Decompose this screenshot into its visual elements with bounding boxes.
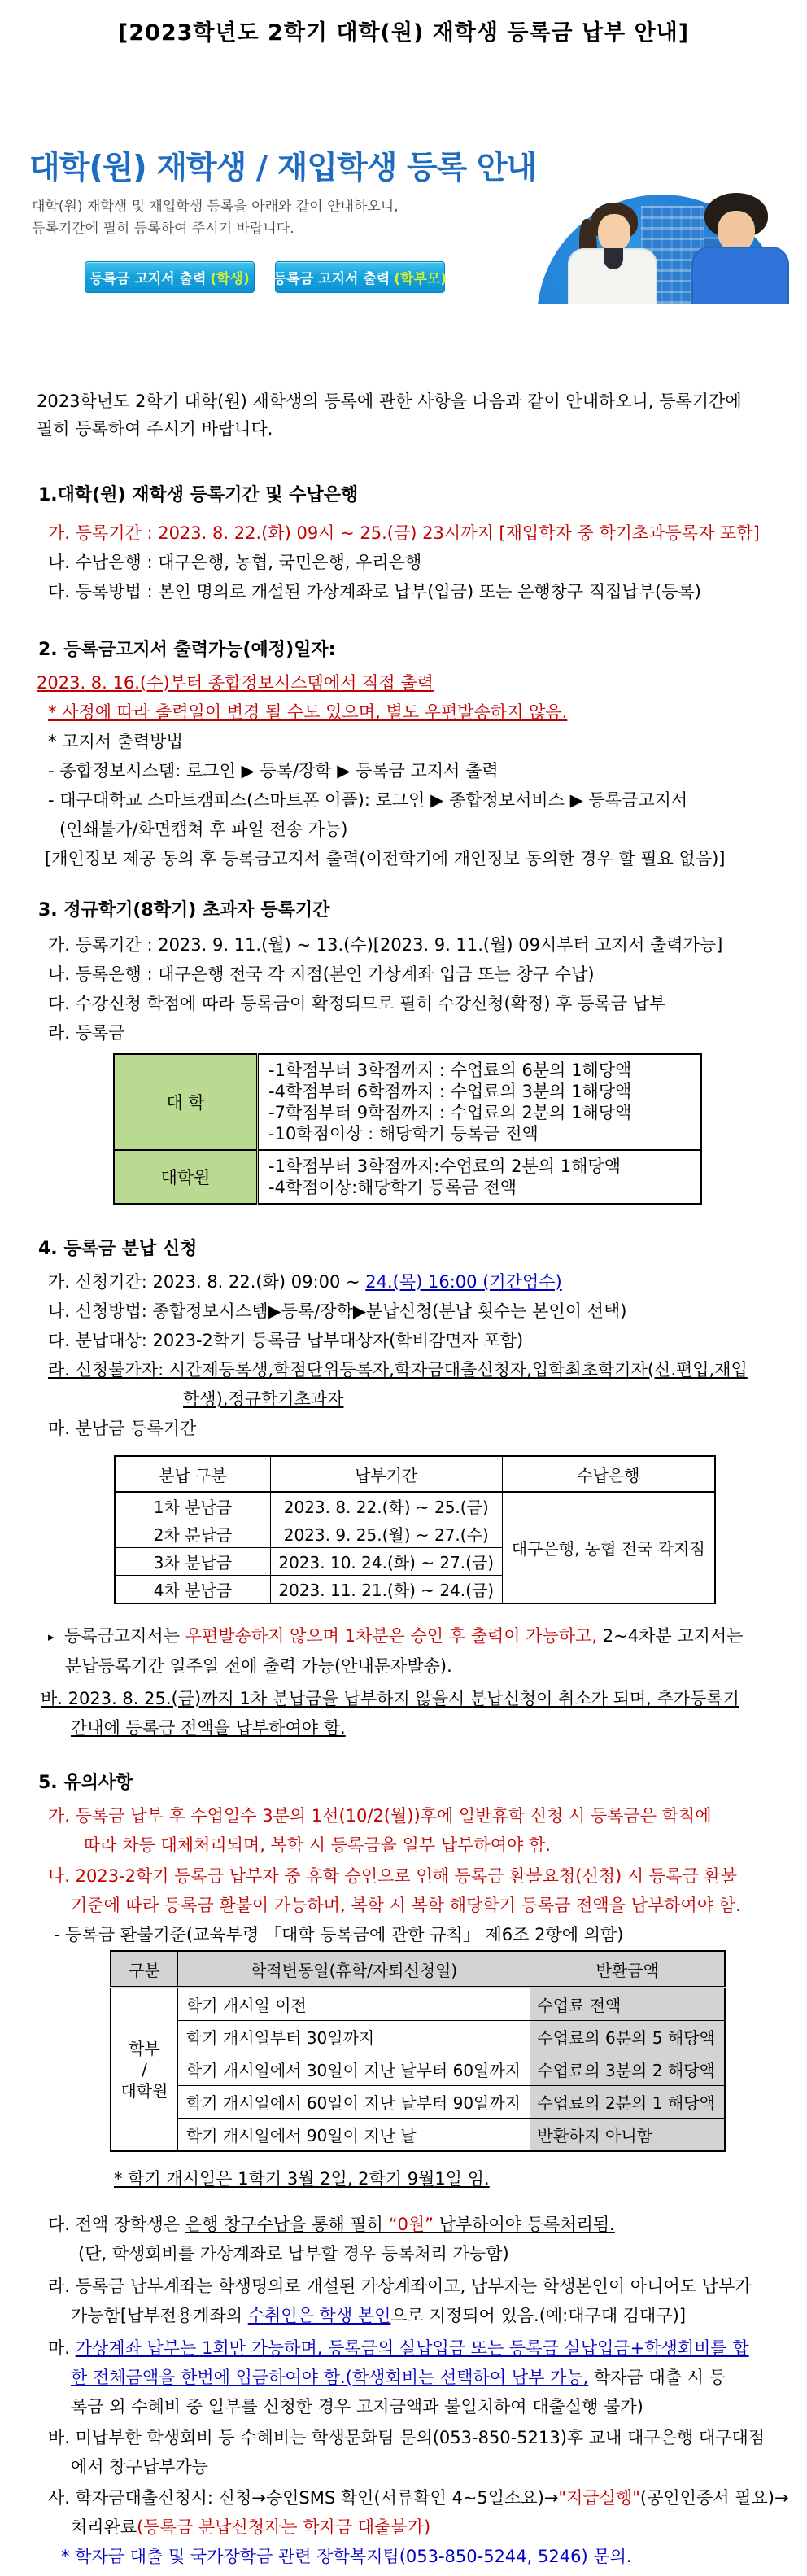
section4-item-ra-line2: 학생),정규학기초과자 (183, 1389, 344, 1409)
section2-method-web: - 종합정보시스템: 로그인 ▶ 등록/장학 ▶ 등록금 고지서 출력 (48, 761, 499, 781)
section5-sa-post: (공인인증서 필요)→ (639, 2488, 789, 2508)
tuition-univ-line3: -7학점부터 9학점까지 : 수업료의 2분의 1해당액 (268, 1103, 632, 1122)
section4-item-ma: 마. 분납금 등록기간 (48, 1419, 197, 1438)
installment-bank-cell: 대구은행, 농협 전국 각지점 (502, 1492, 715, 1603)
triangle-bullet-icon: ▸ (48, 1629, 55, 1644)
installment-header-period: 납부기간 (270, 1456, 502, 1492)
refund-table (110, 1950, 726, 2152)
installment-4-label: 4차 분납금 (115, 1576, 270, 1604)
tuition-univ-line2: -4학점부터 6학점까지 : 수업료의 3분의 1해당액 (268, 1082, 632, 1101)
section4-ga-deadline: 24.(목) 16:00 (기간엄수) (365, 1272, 562, 1292)
print-bill-parent-tag: (학부모) (394, 271, 447, 287)
tuition-grad-line1: -1학점부터 3학점까지:수업료의 2분의 1해당액 (268, 1157, 621, 1176)
section5-ma-blue2: 한 전체금액을 한번에 입금하여야 함.(학생회비는 선택하여 납부 가능, (71, 2368, 589, 2387)
section5-da-u2: 납부하여야 등록처리됨. (433, 2215, 615, 2234)
student-photo-girl-collar (604, 248, 623, 269)
print-bill-student-button[interactable] (85, 261, 255, 293)
table-row (111, 1988, 725, 2021)
section5-sa-line1 (0, 2484, 807, 2512)
table-header-row (111, 1951, 725, 1988)
refund-group-line3: 대학원 (120, 2080, 168, 2101)
banner-headline: 대학(원) 재학생 / 재입학생 등록 안내 (29, 150, 537, 186)
tuition-table-label-univ: 대 학 (114, 1054, 258, 1150)
section5-ma-blue1: 가상계좌 납부는 1회만 가능하며, 등록금의 실납입금 또는 등록금 실납입금+학생회비를 합 (75, 2338, 749, 2358)
section5-da-line1 (0, 2211, 807, 2238)
installment-note-pre: 등록금고지서는 (64, 1626, 185, 1646)
tuition-table-univ-cell (258, 1054, 702, 1150)
table-row (114, 1054, 701, 1150)
refund-header-event: 학적변동일(휴학/자퇴신청일) (177, 1951, 530, 1988)
section1-heading: 1.대학(원) 재학생 등록기간 및 수납은행 (38, 485, 359, 505)
section2-method-title: * 고지서 출력방법 (48, 732, 183, 751)
refund-row3-amount: 수업료의 3분의 2 해당액 (530, 2053, 725, 2086)
section5-ra-payee: 수취인은 학생 본인 (247, 2306, 391, 2325)
installment-2-label: 2차 분납금 (115, 1520, 270, 1548)
section3-item-na: 나. 등록은행 : 대구은행 전국 각 지점(본인 가상계좌 입금 또는 창구 수납) (48, 964, 595, 984)
refund-row4-event: 학기 개시일에서 60일이 지난 날부터 90일까지 (177, 2086, 530, 2119)
section1-item-da: 다. 등록방법 : 본인 명의로 개설된 가상계좌로 납부(입금) 또는 은행창구 직접납부(등록) (48, 582, 701, 601)
installment-1-period: 2023. 8. 22.(화) ~ 25.(금) (270, 1492, 502, 1520)
section5-da-u1: 은행 창구수납을 통해 필히 (185, 2215, 389, 2234)
section5-da-line2: (단, 학생회비를 가상계좌로 납부할 경우 등록처리 가능함) (78, 2244, 509, 2263)
refund-row2-amount: 수업료의 6분의 5 해당액 (530, 2021, 725, 2053)
section5-sa-complete: 처리완료 (71, 2517, 137, 2537)
section5-ba-line2: 에서 창구납부가능 (71, 2457, 208, 2477)
installment-header-bank: 수납은행 (502, 1456, 715, 1492)
section5-ma-prefix: 마. (48, 2338, 76, 2358)
student-photo-girl-face (598, 214, 630, 251)
installment-3-label: 3차 분납금 (115, 1548, 270, 1576)
banner-subtext (32, 196, 399, 240)
intro-paragraph (0, 387, 807, 443)
table-row (111, 2086, 725, 2119)
installment-note-line1 (0, 1622, 807, 1651)
tuition-grad-line2: -4학점이상:해당학기 등록금 전액 (268, 1178, 517, 1197)
table-row (114, 1150, 701, 1204)
intro-line2: 필히 등록하여 주시기 바랍니다. (37, 419, 273, 439)
section5-na-line1: 나. 2023-2학기 등록금 납부자 중 휴학 승인으로 인해 등록금 환불요청(신청) 시 등록금 환불 (48, 1866, 737, 1886)
installment-2-period: 2023. 9. 25.(월) ~ 27.(수) (270, 1520, 502, 1548)
section3-heading: 3. 정규학기(8학기) 초과자 등록기간 (38, 900, 330, 921)
banner (0, 74, 807, 304)
section5-sa-pre: 사. 학자금대출신청시: 신청→승인SMS 확인(서류확인 4~5일소요)→ (48, 2488, 559, 2508)
scholarship-contact-note: * 학자금 대출 및 국가장학금 관련 장학복지팀(053-850-5244, 5246) 문의. (61, 2547, 632, 2566)
banner-subtext-line1: 대학(원) 재학생 및 재입학생 등록을 아래와 같이 안내하오니, (32, 199, 399, 215)
installment-3-period: 2023. 10. 24.(화) ~ 27.(금) (270, 1548, 502, 1576)
section5-ra-post: 으로 지정되어 있음.(예:대구대 김대구)] (390, 2306, 687, 2325)
tuition-univ-line4: -10학점이상 : 해당학기 등록금 전액 (268, 1124, 539, 1144)
section3-item-ga: 가. 등록기간 : 2023. 9. 11.(월) ~ 13.(수)[2023. 9. 11.(월) 09시부터 고지서 출력가능] (48, 935, 723, 955)
installment-1-label: 1차 분납금 (115, 1492, 270, 1520)
refund-group-line2: / (142, 2059, 147, 2080)
section5-ma-line3: 록금 외 수혜비 중 일부를 신청한 경우 고지금액과 불일치하여 대출실행 불가) (71, 2397, 643, 2416)
table-header-row (115, 1456, 715, 1492)
section4-ga-prefix: 가. 신청기간: 2023. 8. 22.(화) 09:00 ~ (48, 1272, 366, 1292)
section5-ga-line2: 따라 차등 대체처리되며, 복학 시 등록금을 일부 납부하여야 함. (84, 1835, 551, 1855)
refund-row1-event: 학기 개시일 이전 (177, 1988, 530, 2021)
print-bill-parent-label: 등록금 고지서 출력 (273, 271, 390, 287)
installment-note-post: 2~4차분 고지서는 (597, 1626, 744, 1646)
table-row (111, 2021, 725, 2053)
section5-sa-line2 (0, 2513, 807, 2541)
section2-method-app: - 대구대학교 스마트캠퍼스(스마트폰 어플): 로그인 ▶ 종합정보서비스 ▶ 등록금고지서 (48, 790, 688, 810)
section5-ra-line2 (0, 2302, 807, 2329)
section5-da-zero-won: “0원” (388, 2215, 434, 2234)
section4-item-ra-line1: 라. 신청불가자: 시간제등록생,학점단위등록자,학자금대출신청자,입학최초학기자(신.편입,재입 (48, 1360, 748, 1380)
intro-line1: 2023학년도 2학기 대학(원) 재학생의 등록에 관한 사항을 다음과 같이 안내하오니, 등록기간에 (37, 391, 742, 411)
refund-group-line1: 학부 (129, 2038, 160, 2058)
installment-table (114, 1455, 716, 1604)
section4-heading: 4. 등록금 분납 신청 (38, 1239, 198, 1259)
section5-ra-line1: 라. 등록금 납부계좌는 학생명의로 개설된 가상계좌이고, 납부자는 학생본인이 아니어도 납부가 (48, 2276, 752, 2296)
table-row (115, 1492, 715, 1520)
section5-ba-line1: 바. 미납부한 학생회비 등 수혜비는 학생문화팀 문의(053-850-5213)후 교내 대구은행 대구대점 (48, 2428, 766, 2447)
page-title: [2023학년도 2학기 대학(원) 재학생 등록금 납부 안내] (117, 20, 690, 46)
refund-row5-event: 학기 개시일에서 90일이 지난 날 (177, 2119, 530, 2152)
section5-ma-line2 (0, 2364, 807, 2391)
refund-row1-amount: 수업료 전액 (530, 1988, 725, 2021)
section5-da-underlined (185, 2215, 615, 2234)
refund-group-cell (111, 1988, 177, 2152)
refund-row2-event: 학기 개시일부터 30일까지 (177, 2021, 530, 2053)
section2-privacy-note: [개인정보 제공 동의 후 등록금고지서 출력(이전학기에 개인정보 동의한 경우 할 필요 없음)] (45, 849, 726, 868)
installment-note-line2: 분납등록기간 일주일 전에 출력 가능(안내문자발송). (65, 1656, 452, 1676)
section2-print-caution: * 사정에 따라 출력일이 변경 될 수도 있으며, 별도 우편발송하지 않음. (48, 702, 568, 722)
section3-item-da: 다. 수강신청 학점에 따라 등록금이 확정되므로 필히 수강신청(확정) 후 등록금 납부 (48, 994, 666, 1013)
section5-da-prefix: 다. 전액 장학생은 (48, 2215, 185, 2234)
section4-item-da: 다. 분납대상: 2023-2학기 등록금 납부대상자(학비감면자 포함) (48, 1331, 524, 1350)
table-row (111, 2053, 725, 2086)
section1-item-ga: 가. 등록기간 : 2023. 8. 22.(화) 09시 ~ 25.(금) 23시까지 [재입학자 중 학기초과등록자 포함] (48, 523, 760, 543)
section4-item-ba-line2: 간내에 등록금 전액을 납부하여야 함. (71, 1718, 346, 1738)
tuition-table (113, 1053, 702, 1205)
section4-item-ba-line1: 바. 2023. 8. 25.(금)까지 1차 분납금을 납부하지 않을시 분납신청이 취소가 되며, 추가등록기 (41, 1689, 739, 1708)
tuition-table-grad-cell (258, 1150, 702, 1204)
refund-row4-amount: 수업료의 2분의 1 해당액 (530, 2086, 725, 2119)
semester-start-note: * 학기 개시일은 1학기 3월 2일, 2학기 9월1일 임. (114, 2169, 490, 2189)
section4-item-ga (0, 1268, 807, 1296)
student-photo-boy-shirt (691, 247, 789, 304)
section2-heading: 2. 등록금고지서 출력가능(예정)일자: (38, 640, 336, 660)
student-photo-boy-face (718, 211, 755, 251)
section5-na-line2: 기준에 따라 등록금 환불이 가능하며, 복학 시 복학 해당학기 등록금 전액을 납부하여야 함. (71, 1896, 741, 1915)
refund-rule-note: - 등록금 환불기준(교육부령 「대학 등록금에 관한 규칙」 제6조 2항에 의함) (54, 1925, 624, 1944)
refund-row5-amount: 반환하지 아니함 (530, 2119, 725, 2152)
installment-header-type: 분납 구분 (115, 1456, 270, 1492)
tuition-table-label-grad: 대학원 (114, 1150, 258, 1204)
section5-ga-line1: 가. 등록금 납부 후 수업일수 3분의 1선(10/2(월))후에 일반휴학 신청 시 등록금은 학칙에 (48, 1806, 712, 1826)
section5-ma-black2: 학자금 대출 시 등 (588, 2368, 726, 2387)
section2-print-date: 2023. 8. 16.(수)부터 종합정보시스템에서 직접 출력 (37, 673, 434, 693)
section1-item-na: 나. 수납은행 : 대구은행, 농협, 국민은행, 우리은행 (48, 553, 422, 572)
print-bill-parent-button[interactable] (275, 261, 445, 293)
refund-row3-event: 학기 개시일에서 30일이 지난 날부터 60일까지 (177, 2053, 530, 2086)
section4-item-na: 나. 신청방법: 종합정보시스템▶등록/장학▶분납신청(분납 횟수는 본인이 선택) (48, 1301, 627, 1321)
table-row (111, 2119, 725, 2152)
print-bill-student-label: 등록금 고지서 출력 (89, 271, 207, 287)
section5-sa-no-loan: (등록금 분납신청자는 학자금 대출불가) (137, 2517, 431, 2537)
section5-ma-line1 (0, 2334, 807, 2362)
section5-ra-pre: 가능함[납부전용계좌의 (71, 2306, 248, 2325)
tuition-univ-line1: -1학점부터 3학점까지 : 수업료의 6분의 1해당액 (268, 1061, 632, 1080)
section5-sa-execute: "지급실행" (558, 2488, 640, 2508)
refund-header-group: 구분 (111, 1951, 177, 1988)
section2-method-app-note: (인쇄불가/화면캡쳐 후 파일 전송 가능) (59, 820, 348, 839)
banner-subtext-line2: 등록기간에 필히 등록하여 주시기 바랍니다. (32, 221, 294, 237)
refund-header-amount: 반환금액 (530, 1951, 725, 1988)
section3-item-ra: 라. 등록금 (48, 1023, 125, 1043)
installment-4-period: 2023. 11. 21.(화) ~ 24.(금) (270, 1576, 502, 1604)
banner-buttons (85, 261, 445, 293)
section5-heading: 5. 유의사항 (38, 1773, 133, 1793)
installment-note-red: 우편발송하지 않으며 1차분은 승인 후 출력이 가능하고, (185, 1626, 598, 1646)
print-bill-student-tag: (학생) (210, 271, 250, 287)
